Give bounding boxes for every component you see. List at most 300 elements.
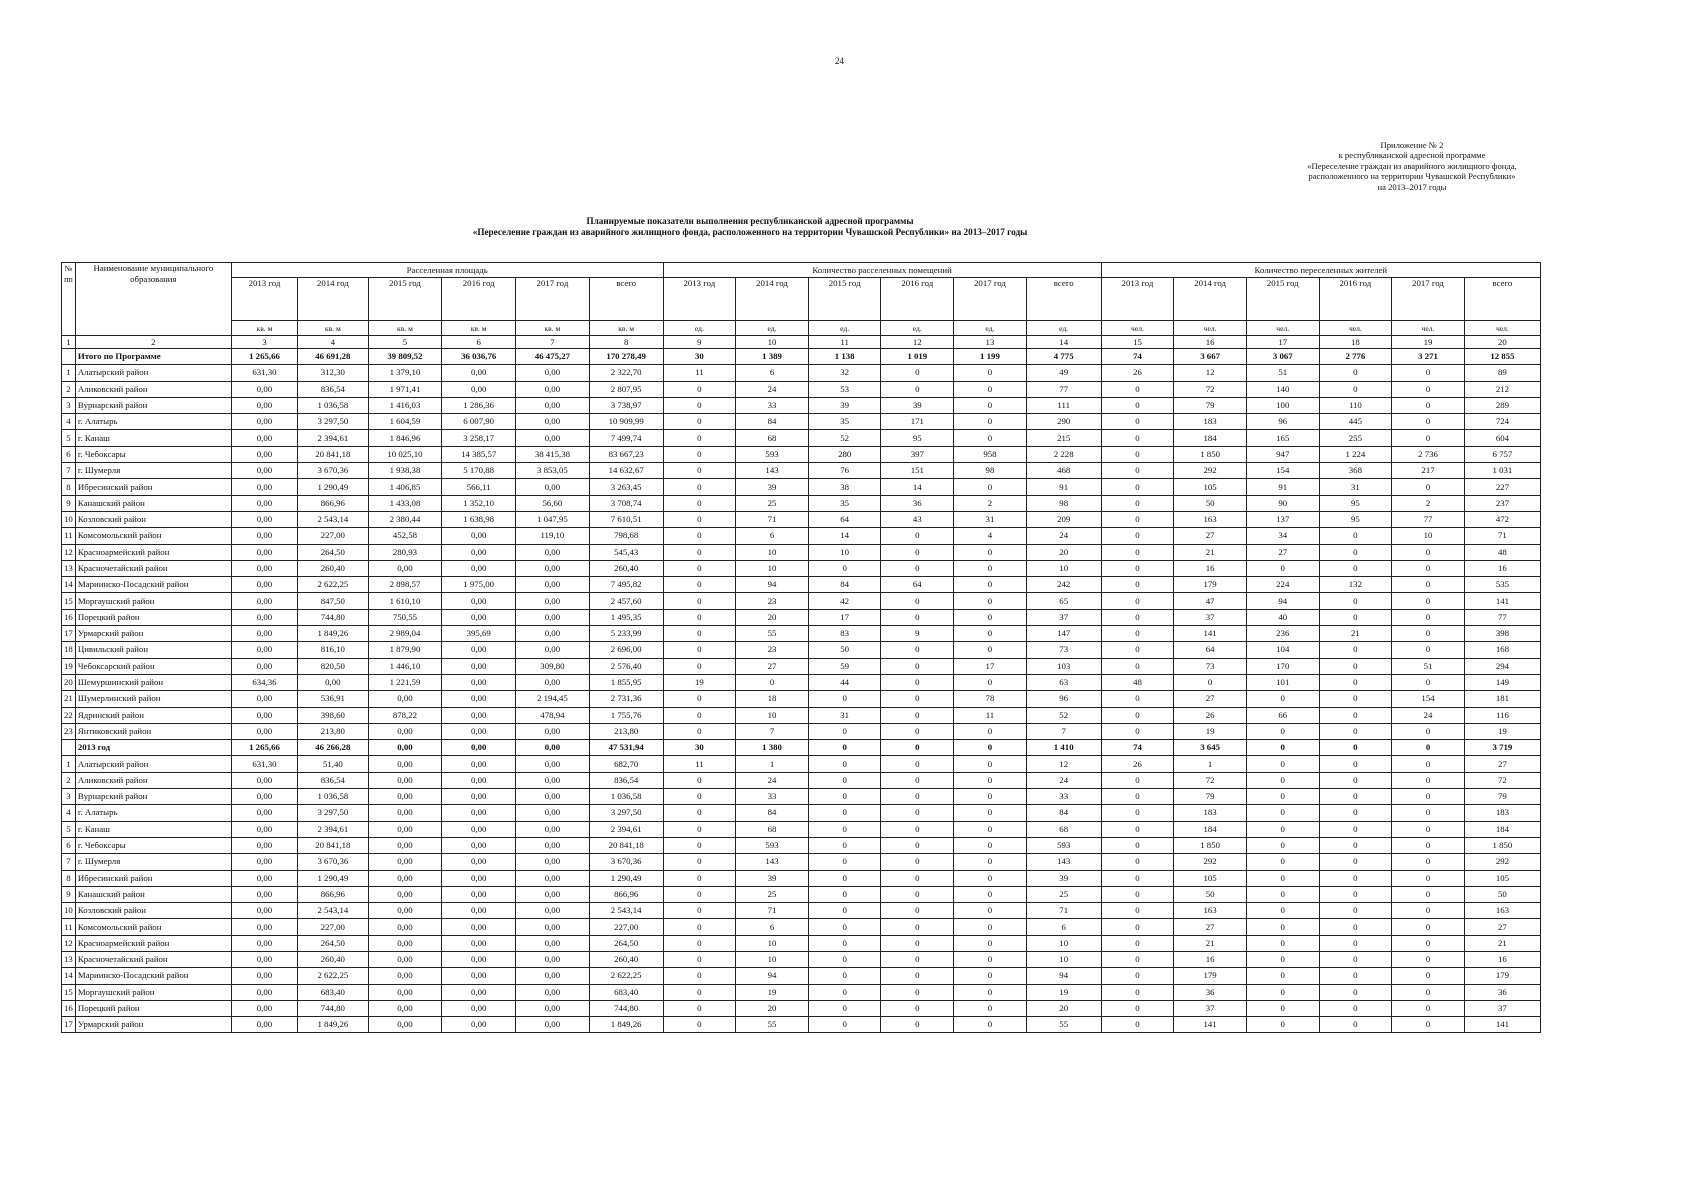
value-cell: 224 <box>1246 577 1319 593</box>
value-cell: 1 849,26 <box>589 1017 663 1033</box>
value-cell: 593 <box>736 837 809 853</box>
value-cell: 0 <box>954 1017 1027 1033</box>
table-row <box>62 707 1541 723</box>
value-cell: 76 <box>808 463 881 479</box>
value-cell: 0 <box>1392 414 1465 430</box>
value-cell: 171 <box>881 414 954 430</box>
value-cell: 1 138 <box>808 349 881 365</box>
value-cell: 0,00 <box>368 1017 442 1033</box>
table-row <box>62 381 1541 397</box>
value-cell: 0 <box>663 463 736 479</box>
value-cell: 27 <box>1246 544 1319 560</box>
value-cell: 55 <box>736 626 809 642</box>
value-cell: 20 <box>736 1000 809 1016</box>
value-cell: 52 <box>1026 707 1101 723</box>
header-unit: чел. <box>1101 321 1174 336</box>
value-cell: 0,00 <box>516 756 590 772</box>
row-number: 2 <box>62 381 76 397</box>
value-cell: 0 <box>954 397 1027 413</box>
value-cell: 77 <box>1392 511 1465 527</box>
value-cell: 0,00 <box>231 837 297 853</box>
value-cell: 10 <box>736 707 809 723</box>
value-cell: 168 <box>1464 642 1540 658</box>
value-cell: 94 <box>1246 593 1319 609</box>
value-cell: 12 855 <box>1464 349 1540 365</box>
value-cell: 17 <box>954 658 1027 674</box>
table-row <box>62 837 1541 853</box>
value-cell: 744,80 <box>589 1000 663 1016</box>
value-cell: 79 <box>1174 397 1247 413</box>
value-cell: 0 <box>1319 805 1392 821</box>
value-cell: 0,00 <box>442 854 516 870</box>
value-cell: 1 879,90 <box>368 642 442 658</box>
value-cell: 1 855,95 <box>589 674 663 690</box>
value-cell: 0,00 <box>231 723 297 739</box>
value-cell: 25 <box>736 886 809 902</box>
value-cell: 31 <box>808 707 881 723</box>
municipality-name: Красночетайский район <box>75 560 231 576</box>
value-cell: 2 543,14 <box>589 903 663 919</box>
value-cell: 0 <box>1392 365 1465 381</box>
value-cell: 1 290,49 <box>298 870 369 886</box>
value-cell: 0 <box>1392 789 1465 805</box>
value-cell: 14 632,67 <box>589 463 663 479</box>
page-number: 24 <box>835 56 844 66</box>
value-cell: 227,00 <box>589 919 663 935</box>
value-cell: 163 <box>1174 903 1247 919</box>
value-cell: 312,30 <box>298 365 369 381</box>
value-cell: 0 <box>1319 642 1392 658</box>
value-cell: 0,00 <box>368 821 442 837</box>
value-cell: 0 <box>1101 511 1174 527</box>
table-row <box>62 397 1541 413</box>
value-cell: 0 <box>954 837 1027 853</box>
header-unit: кв. м <box>442 321 516 336</box>
value-cell: 631,30 <box>231 756 297 772</box>
row-number: 18 <box>62 642 76 658</box>
value-cell: 744,80 <box>298 1000 369 1016</box>
value-cell: 1 410 <box>1026 740 1101 756</box>
value-cell: 0,00 <box>516 968 590 984</box>
value-cell: 0,00 <box>368 854 442 870</box>
value-cell: 0 <box>1101 805 1174 821</box>
value-cell: 0 <box>1392 756 1465 772</box>
value-cell: 866,96 <box>298 886 369 902</box>
value-cell: 116 <box>1464 707 1540 723</box>
value-cell: 0,00 <box>442 593 516 609</box>
column-index: 3 <box>231 336 297 349</box>
municipality-name: Алатырский район <box>75 365 231 381</box>
value-cell: 0 <box>1319 740 1392 756</box>
value-cell: 292 <box>1464 854 1540 870</box>
value-cell: 0 <box>1246 772 1319 788</box>
value-cell: 39 <box>736 870 809 886</box>
value-cell: 0,00 <box>368 1000 442 1016</box>
value-cell: 91 <box>1246 479 1319 495</box>
municipality-name: Комсомольский район <box>75 919 231 935</box>
value-cell: 0 <box>808 903 881 919</box>
header-year: всего <box>589 278 663 321</box>
value-cell: 593 <box>736 446 809 462</box>
header-num: № пп <box>62 263 76 336</box>
value-cell: 2 194,45 <box>516 691 590 707</box>
value-cell: 0 <box>1319 658 1392 674</box>
header-unit: ед. <box>808 321 881 336</box>
value-cell: 0 <box>663 495 736 511</box>
value-cell: 64 <box>1174 642 1247 658</box>
value-cell: 6 007,90 <box>442 414 516 430</box>
value-cell: 0 <box>663 577 736 593</box>
value-cell: 68 <box>736 821 809 837</box>
municipality-name: г. Канаш <box>75 430 231 446</box>
value-cell: 0 <box>808 854 881 870</box>
value-cell: 0,00 <box>442 919 516 935</box>
municipality-name: Мариинско-Посадский район <box>75 577 231 593</box>
value-cell: 10 <box>808 544 881 560</box>
value-cell: 0 <box>1319 593 1392 609</box>
table-row <box>62 414 1541 430</box>
value-cell: 0 <box>1246 919 1319 935</box>
value-cell: 0,00 <box>368 789 442 805</box>
header-year: всего <box>1464 278 1540 321</box>
value-cell: 0,00 <box>442 707 516 723</box>
value-cell: 0 <box>1101 414 1174 430</box>
value-cell: 24 <box>736 381 809 397</box>
value-cell: 0,00 <box>442 381 516 397</box>
value-cell: 0,00 <box>368 935 442 951</box>
value-cell: 94 <box>736 577 809 593</box>
header-year: 2014 год <box>1174 278 1247 321</box>
row-number: 8 <box>62 870 76 886</box>
value-cell: 0 <box>881 674 954 690</box>
value-cell: 2 736 <box>1392 446 1465 462</box>
value-cell: 96 <box>1026 691 1101 707</box>
value-cell: 1 380 <box>736 740 809 756</box>
value-cell: 3 708,74 <box>589 495 663 511</box>
value-cell: 0 <box>1392 1000 1465 1016</box>
value-cell: 94 <box>1026 968 1101 984</box>
value-cell: 0,00 <box>231 609 297 625</box>
value-cell: 2 <box>954 495 1027 511</box>
table-row <box>62 805 1541 821</box>
value-cell: 0 <box>663 723 736 739</box>
municipality-name: г. Шумерля <box>75 463 231 479</box>
value-cell: 3 670,36 <box>589 854 663 870</box>
value-cell: 0,00 <box>231 951 297 967</box>
value-cell: 181 <box>1464 691 1540 707</box>
value-cell: 0,00 <box>442 528 516 544</box>
municipality-name: Моргаушский район <box>75 984 231 1000</box>
value-cell: 141 <box>1174 1017 1247 1033</box>
value-cell: 39 <box>736 479 809 495</box>
value-cell: 10 <box>736 951 809 967</box>
municipality-name: Комсомольский район <box>75 528 231 544</box>
value-cell: 1 265,66 <box>231 349 297 365</box>
value-cell: 634,36 <box>231 674 297 690</box>
value-cell: 10 <box>1026 951 1101 967</box>
row-number: 15 <box>62 984 76 1000</box>
value-cell: 0,00 <box>442 544 516 560</box>
value-cell: 48 <box>1464 544 1540 560</box>
value-cell: 0 <box>1101 886 1174 902</box>
value-cell: 72 <box>1464 772 1540 788</box>
value-cell: 77 <box>1464 609 1540 625</box>
value-cell: 0 <box>881 381 954 397</box>
value-cell: 14 <box>881 479 954 495</box>
value-cell: 0 <box>954 626 1027 642</box>
value-cell: 0 <box>881 365 954 381</box>
value-cell: 0 <box>1319 772 1392 788</box>
value-cell: 89 <box>1464 365 1540 381</box>
value-cell: 1 290,49 <box>589 870 663 886</box>
municipality-name: Порецкий район <box>75 1000 231 1016</box>
value-cell: 0 <box>1319 756 1392 772</box>
value-cell: 0,00 <box>442 560 516 576</box>
value-cell: 452,58 <box>368 528 442 544</box>
appendix-line: Приложение № 2 <box>1380 140 1444 150</box>
value-cell: 0 <box>1319 674 1392 690</box>
value-cell: 0,00 <box>231 658 297 674</box>
value-cell: 0 <box>1392 870 1465 886</box>
municipality-name: Козловский район <box>75 903 231 919</box>
value-cell: 36 <box>1464 984 1540 1000</box>
row-number: 6 <box>62 446 76 462</box>
municipality-name: г. Чебоксары <box>75 446 231 462</box>
value-cell: 0,00 <box>231 854 297 870</box>
value-cell: 0 <box>954 968 1027 984</box>
value-cell: 0 <box>1246 1017 1319 1033</box>
row-number: 10 <box>62 903 76 919</box>
value-cell: 24 <box>1026 528 1101 544</box>
value-cell: 0,00 <box>516 886 590 902</box>
value-cell: 0,00 <box>516 577 590 593</box>
value-cell: 0,00 <box>442 1017 516 1033</box>
value-cell: 535 <box>1464 577 1540 593</box>
value-cell: 31 <box>1319 479 1392 495</box>
value-cell: 0 <box>954 821 1027 837</box>
value-cell: 2 322,70 <box>589 365 663 381</box>
value-cell: 0 <box>954 560 1027 576</box>
value-cell: 91 <box>1026 479 1101 495</box>
value-cell: 51 <box>1246 365 1319 381</box>
header-unit: кв. м <box>516 321 590 336</box>
municipality-name: г. Алатырь <box>75 805 231 821</box>
table-row <box>62 674 1541 690</box>
value-cell: 170 278,49 <box>589 349 663 365</box>
value-cell: 10 <box>736 544 809 560</box>
value-cell: 0 <box>1392 626 1465 642</box>
appendix-note <box>1262 140 1562 192</box>
value-cell: 682,70 <box>589 756 663 772</box>
value-cell: 0 <box>881 821 954 837</box>
value-cell: 215 <box>1026 430 1101 446</box>
value-cell: 0 <box>1392 560 1465 576</box>
value-cell: 34 <box>1246 528 1319 544</box>
column-index: 19 <box>1392 336 1465 349</box>
value-cell: 27 <box>1464 756 1540 772</box>
value-cell: 0,00 <box>442 789 516 805</box>
value-cell: 0,00 <box>516 1017 590 1033</box>
value-cell: 83 667,23 <box>589 446 663 462</box>
value-cell: 0,00 <box>231 446 297 462</box>
value-cell: 0 <box>954 919 1027 935</box>
value-cell: 0 <box>954 903 1027 919</box>
value-cell: 36 <box>1174 984 1247 1000</box>
header-year: 2016 год <box>881 278 954 321</box>
value-cell: 0 <box>663 935 736 951</box>
value-cell: 2 543,14 <box>298 511 369 527</box>
header-unit: кв. м <box>298 321 369 336</box>
row-number: 4 <box>62 805 76 821</box>
municipality-name: Ядринский район <box>75 707 231 723</box>
value-cell: 44 <box>808 674 881 690</box>
value-cell: 0 <box>1319 870 1392 886</box>
value-cell: 95 <box>1319 511 1392 527</box>
value-cell: 66 <box>1246 707 1319 723</box>
value-cell: 0 <box>881 609 954 625</box>
value-cell: 0 <box>1392 397 1465 413</box>
value-cell: 6 757 <box>1464 446 1540 462</box>
value-cell: 72 <box>1174 381 1247 397</box>
value-cell: 0 <box>954 414 1027 430</box>
value-cell: 2 394,61 <box>589 821 663 837</box>
value-cell: 0 <box>1246 789 1319 805</box>
value-cell: 0,00 <box>368 968 442 984</box>
value-cell: 0,00 <box>231 626 297 642</box>
value-cell: 0 <box>881 984 954 1000</box>
value-cell: 0 <box>1246 723 1319 739</box>
value-cell: 0 <box>1246 740 1319 756</box>
value-cell: 0,00 <box>516 805 590 821</box>
value-cell: 0 <box>663 511 736 527</box>
value-cell: 0,00 <box>442 1000 516 1016</box>
value-cell: 5 170,88 <box>442 463 516 479</box>
value-cell: 0,00 <box>368 903 442 919</box>
value-cell: 0,00 <box>442 740 516 756</box>
value-cell: 151 <box>881 463 954 479</box>
value-cell: 0 <box>663 642 736 658</box>
value-cell: 0 <box>663 544 736 560</box>
value-cell: 816,10 <box>298 642 369 658</box>
municipality-name: Красночетайский район <box>75 951 231 967</box>
total-row <box>62 740 1541 756</box>
value-cell: 0,00 <box>231 886 297 902</box>
value-cell: 0 <box>1101 1017 1174 1033</box>
value-cell: 50 <box>808 642 881 658</box>
value-cell: 472 <box>1464 511 1540 527</box>
value-cell: 0 <box>1246 805 1319 821</box>
value-cell: 0,00 <box>368 919 442 935</box>
value-cell: 84 <box>736 805 809 821</box>
value-cell: 183 <box>1174 805 1247 821</box>
table-row <box>62 626 1541 642</box>
value-cell: 16 <box>1174 951 1247 967</box>
value-cell: 0 <box>881 593 954 609</box>
value-cell: 566,11 <box>442 479 516 495</box>
value-cell: 1 975,00 <box>442 577 516 593</box>
value-cell: 43 <box>881 511 954 527</box>
row-number: 23 <box>62 723 76 739</box>
value-cell: 0 <box>954 870 1027 886</box>
value-cell: 0 <box>1319 935 1392 951</box>
value-cell: 104 <box>1246 642 1319 658</box>
value-cell: 90 <box>1246 495 1319 511</box>
municipality-name: г. Алатырь <box>75 414 231 430</box>
municipality-name: Мариинско-Посадский район <box>75 968 231 984</box>
column-index: 18 <box>1319 336 1392 349</box>
value-cell: 0 <box>663 1000 736 1016</box>
value-cell: 46 475,27 <box>516 349 590 365</box>
value-cell: 64 <box>808 511 881 527</box>
value-cell: 79 <box>1464 789 1540 805</box>
header-unit: ед. <box>663 321 736 336</box>
value-cell: 0 <box>954 674 1027 690</box>
value-cell: 26 <box>1101 756 1174 772</box>
value-cell: 20 841,18 <box>589 837 663 853</box>
value-cell: 2 576,40 <box>589 658 663 674</box>
value-cell: 0 <box>1392 935 1465 951</box>
value-cell: 163 <box>1464 903 1540 919</box>
value-cell: 0 <box>954 544 1027 560</box>
value-cell: 1 265,66 <box>231 740 297 756</box>
value-cell: 0 <box>1392 919 1465 935</box>
value-cell: 0 <box>1101 544 1174 560</box>
column-index: 12 <box>881 336 954 349</box>
municipality-name: Козловский район <box>75 511 231 527</box>
value-cell: 0 <box>954 593 1027 609</box>
value-cell: 100 <box>1246 397 1319 413</box>
value-cell: 0,00 <box>516 544 590 560</box>
header-row-units <box>62 321 1541 336</box>
value-cell: 0 <box>1319 968 1392 984</box>
value-cell: 0 <box>954 723 1027 739</box>
value-cell: 16 <box>1464 951 1540 967</box>
value-cell: 10 <box>1392 528 1465 544</box>
value-cell: 11 <box>954 707 1027 723</box>
row-number: 10 <box>62 511 76 527</box>
value-cell: 1 406,85 <box>368 479 442 495</box>
value-cell: 0 <box>1319 707 1392 723</box>
row-number: 6 <box>62 837 76 853</box>
municipality-name: Цивильский район <box>75 642 231 658</box>
value-cell: 21 <box>1464 935 1540 951</box>
row-number: 13 <box>62 560 76 576</box>
header-year: 2013 год <box>1101 278 1174 321</box>
value-cell: 0 <box>1319 723 1392 739</box>
value-cell: 0 <box>954 381 1027 397</box>
value-cell: 0 <box>808 870 881 886</box>
value-cell: 71 <box>736 511 809 527</box>
value-cell: 209 <box>1026 511 1101 527</box>
value-cell: 37 <box>1464 1000 1540 1016</box>
value-cell: 290 <box>1026 414 1101 430</box>
value-cell: 0 <box>1392 951 1465 967</box>
value-cell: 0,00 <box>442 903 516 919</box>
row-number: 17 <box>62 626 76 642</box>
column-index: 17 <box>1246 336 1319 349</box>
value-cell: 0 <box>881 903 954 919</box>
municipality-name: Ибресинский район <box>75 870 231 886</box>
value-cell: 0 <box>1101 854 1174 870</box>
value-cell: 0,00 <box>516 935 590 951</box>
value-cell: 0 <box>1392 903 1465 919</box>
value-cell: 83 <box>808 626 881 642</box>
row-number: 9 <box>62 495 76 511</box>
value-cell: 39 <box>808 397 881 413</box>
value-cell: 20 841,18 <box>298 837 369 853</box>
row-number: 11 <box>62 528 76 544</box>
value-cell: 98 <box>1026 495 1101 511</box>
